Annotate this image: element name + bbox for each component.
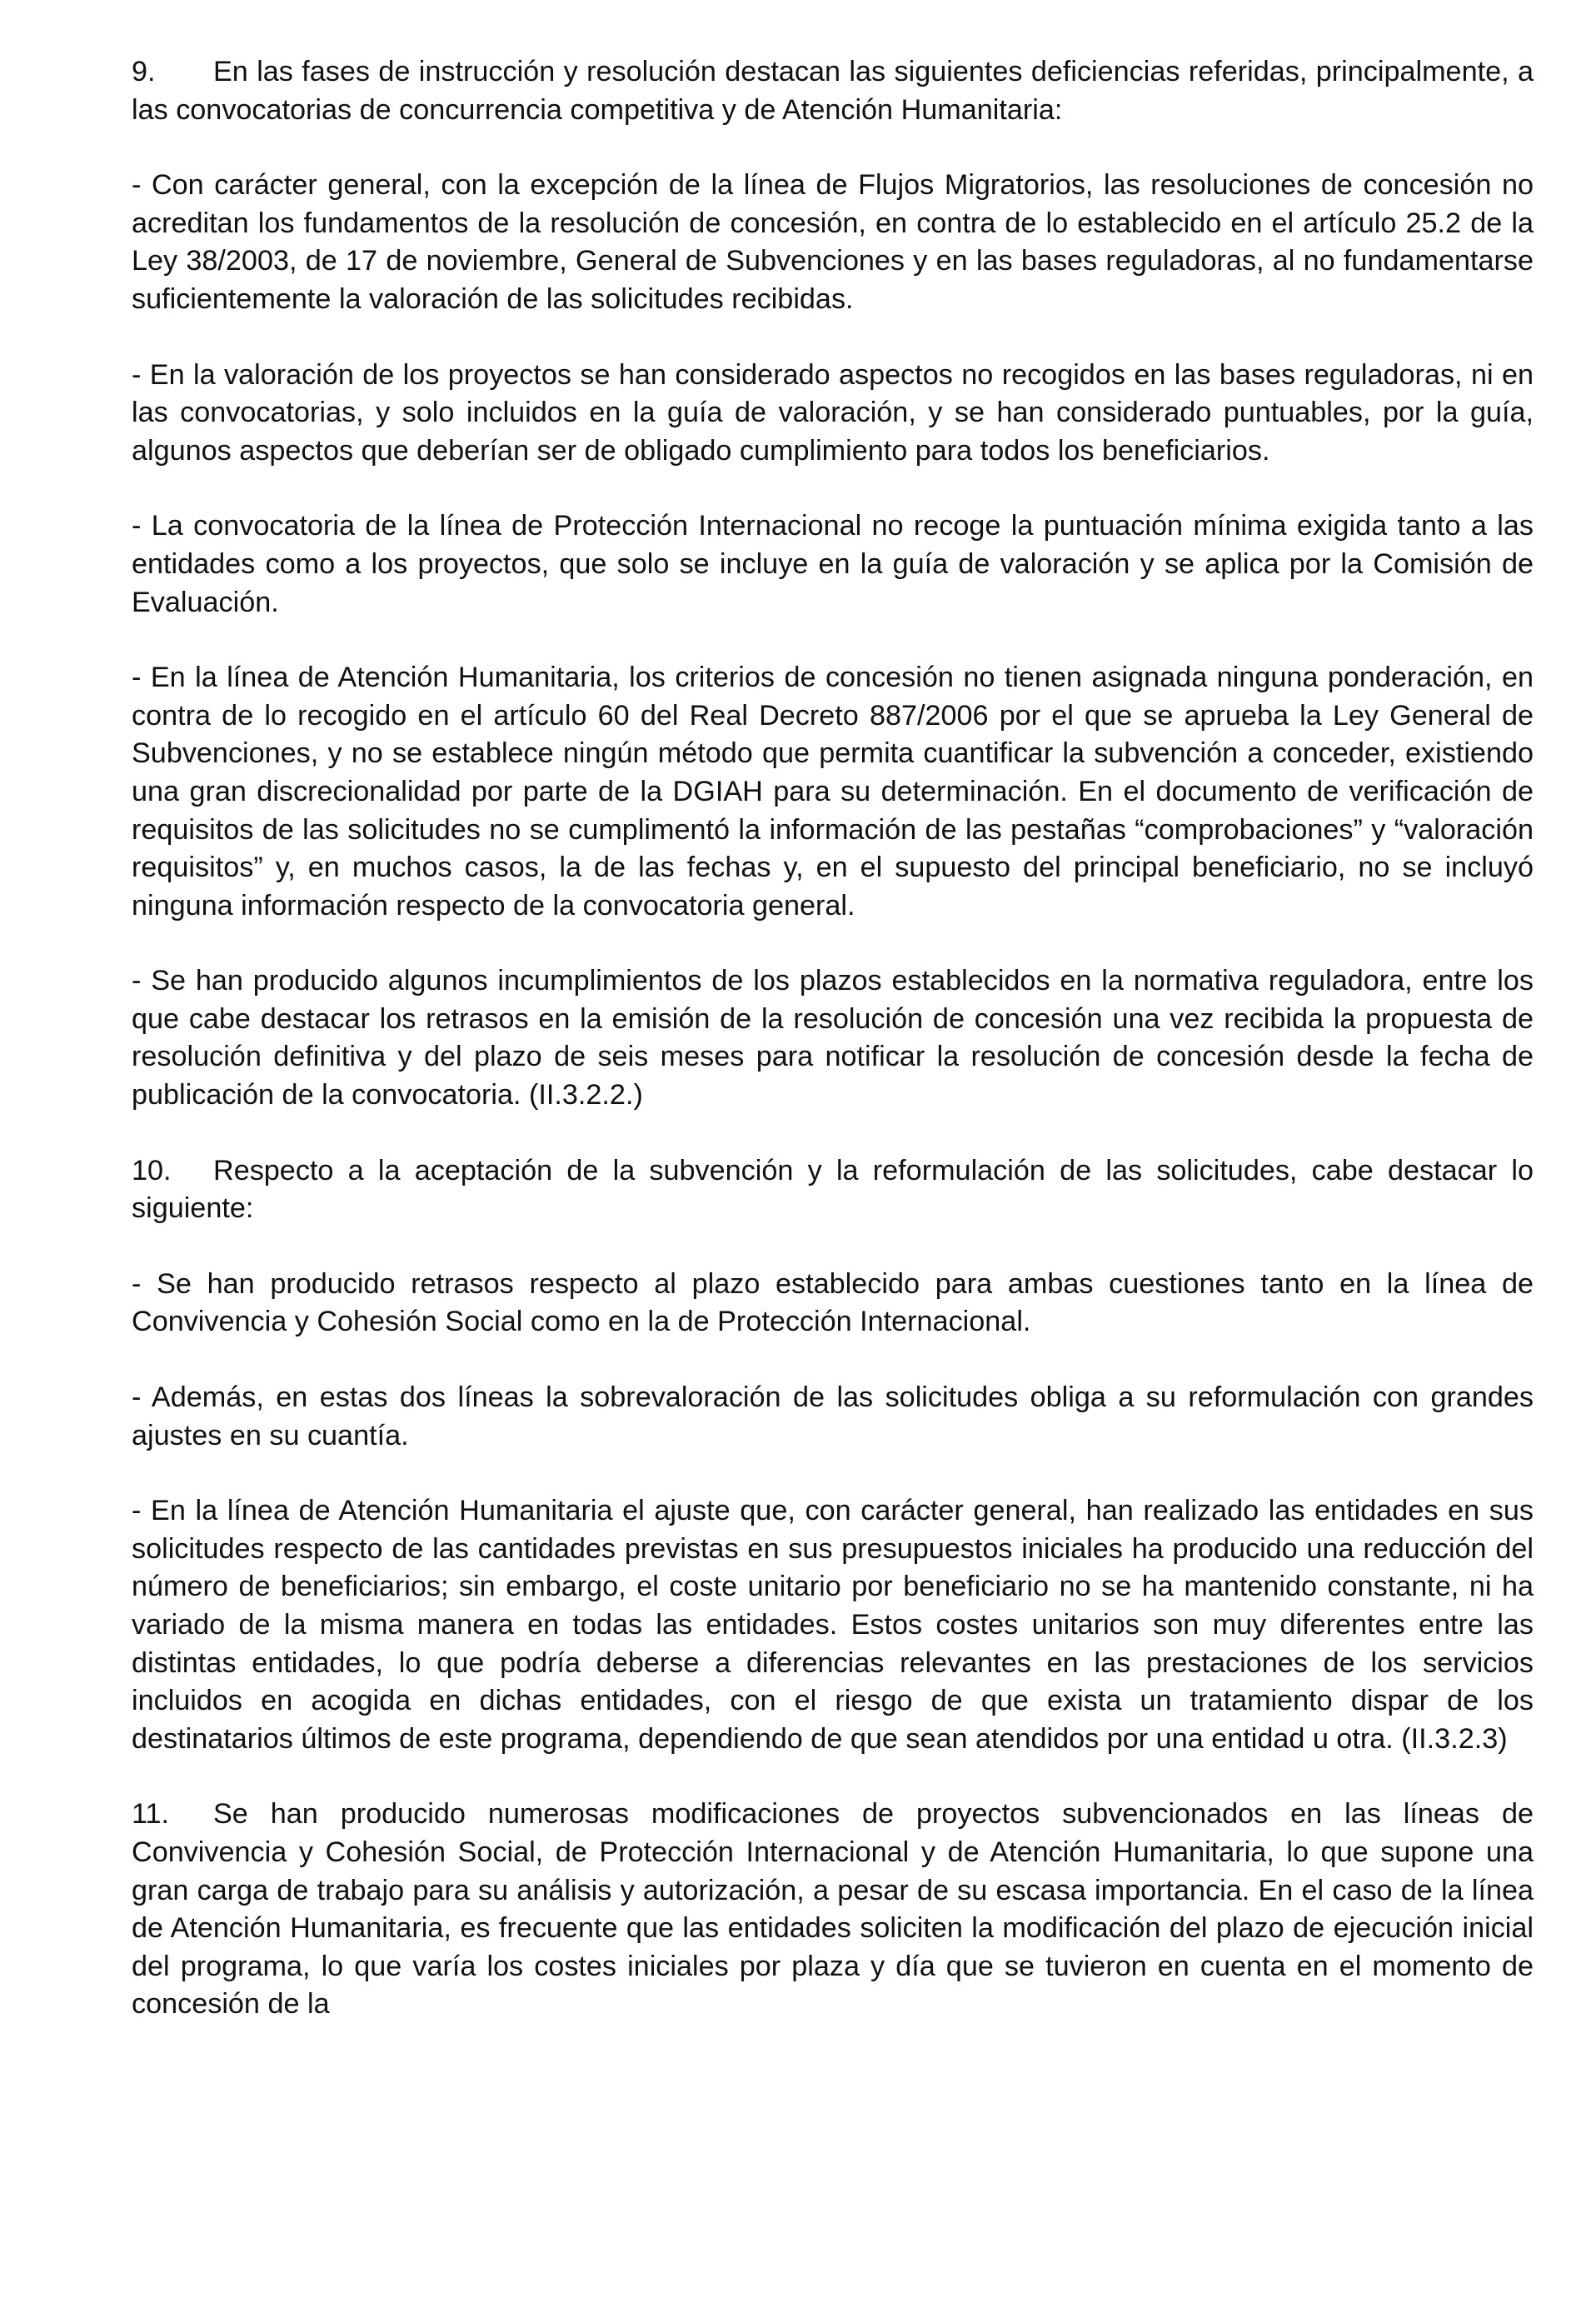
paragraph-text: - En la línea de Atención Humanitaria, los criterios de concesión no tienen asignada ninguna ponderación, en contra de lo recogido en el artículo 60 del Real Decreto 887/2006 por el que se aprueba la Ley General de Subvenciones, y no se establece ningún método que permita cuantificar la subvención a conceder, existiendo una gran discrecionalidad por parte de la DGIAH para su determinación. En el documento de verificación de requisitos de las solicitudes no se cumplimentó la información de las pestañas “comprobaciones” y “valoración requisitos” y, en muchos casos, la de las fechas y, en el supuesto del principal beneficiario, no se incluyó ninguna información respecto de la convocatoria general. <box>132 662 1534 922</box>
paragraph-text: En las fases de instrucción y resolución destacan las siguientes deficiencias referidas, principalmente, a las convocatorias de concurrencia competitiva y de Atención Humanitaria: <box>132 56 1534 126</box>
paragraph-10 <box>132 1152 1534 1228</box>
paragraph-text: Se han producido numerosas modificaciones de proyectos subvencionados en las líneas de Convivencia y Cohesión Social, de Protección Internacional y de Atención Humanitaria, lo que supone una gran carga de trabajo para su análisis y autorización, a pesar de su escasa importancia. En el caso de la línea de Atención Humanitaria, es frecuente que las entidades soliciten la modificación del plazo de ejecución inicial del programa, lo que varía los costes iniciales por plaza y día que se tuvieron en cuenta en el momento de concesión de la <box>132 1798 1534 2021</box>
paragraph-text: - Se han producido retrasos respecto al plazo establecido para ambas cuestiones tanto en la línea de Convivencia y Cohesión Social como en la de Protección Internacional. <box>132 1267 1534 1338</box>
paragraph-text: - En la línea de Atención Humanitaria el ajuste que, con carácter general, han realizado las entidades en sus solicitudes respecto de las cantidades previstas en sus presupuestos iniciales ha producido una reducción del número de beneficiarios; sin embargo, el coste unitario por beneficiario no se ha mantenido constante, ni ha variado de la misma manera en todas las entidades. Estos costes unitarios son muy diferentes entre las distintas entidades, lo que podría deberse a diferencias relevantes en las prestaciones de los servicios incluidos en acogida en dichas entidades, con el riesgo de que exista un tratamiento dispar de los destinatarios últimos de este programa, dependiendo de que sean atendidos por una entidad u otra. (II.3.2.3) <box>132 1495 1534 1755</box>
paragraph-text: - Se han producido algunos incumplimientos de los plazos establecidos en la normativa reguladora, entre los que cabe destacar los retrasos en la emisión de la resolución de concesión una vez recibida la propuesta de resolución definitiva y del plazo de seis meses para notificar la resolución de concesión desde la fecha de publicación de la convocatoria. (II.3.2.2.) <box>132 965 1534 1112</box>
paragraph-text: - Además, en estas dos líneas la sobrevaloración de las solicitudes obliga a su reformulación con grandes ajustes en su cuantía. <box>132 1381 1534 1451</box>
finding-motivation <box>132 167 1534 318</box>
document-page <box>132 53 1534 2061</box>
paragraph-9 <box>132 53 1534 129</box>
finding-deadlines <box>132 962 1534 1114</box>
paragraph-number: 9. <box>132 56 156 87</box>
paragraph-number: 11. <box>132 1798 169 1831</box>
paragraph-11 <box>132 1796 1534 2024</box>
paragraph-text: - Con carácter general, con la excepción de la línea de Flujos Migratorios, las resoluciones de concesión no acreditan los fundamentos de la resolución de concesión, en contra de lo establecido en el artículo 25.2 de la Ley 38/2003, de 17 de noviembre, General de Subvenciones y en las bases reguladoras, al no fundamentarse suficientemente la valoración de las solicitudes recibidas. <box>132 169 1534 315</box>
finding-minimum-score <box>132 507 1534 622</box>
paragraph-text: - En la valoración de los proyectos se han considerado aspectos no recogidos en las bases reguladoras, ni en las convocatorias, y solo incluidos en la guía de valoración, y se han considerado puntuables, por la guía, algunos aspectos que deberían ser de obligado cumplimiento para todos los beneficiarios. <box>132 358 1534 467</box>
finding-unit-costs <box>132 1492 1534 1758</box>
finding-valuation-aspects <box>132 357 1534 471</box>
paragraph-text: Respecto a la aceptación de la subvención y la reformulación de las solicitudes, cabe destacar lo siguiente: <box>132 1154 1534 1225</box>
paragraph-text: - La convocatoria de la línea de Protección Internacional no recoge la puntuación mínima exigida tanto a las entidades como a los proyectos, que solo se incluye en la guía de valoración y se aplica por la Comisión de Evaluación. <box>132 510 1534 618</box>
paragraph-number: 10. <box>132 1154 172 1186</box>
finding-humanitarian-criteria <box>132 659 1534 925</box>
finding-overvaluation <box>132 1379 1534 1455</box>
finding-delays <box>132 1266 1534 1341</box>
